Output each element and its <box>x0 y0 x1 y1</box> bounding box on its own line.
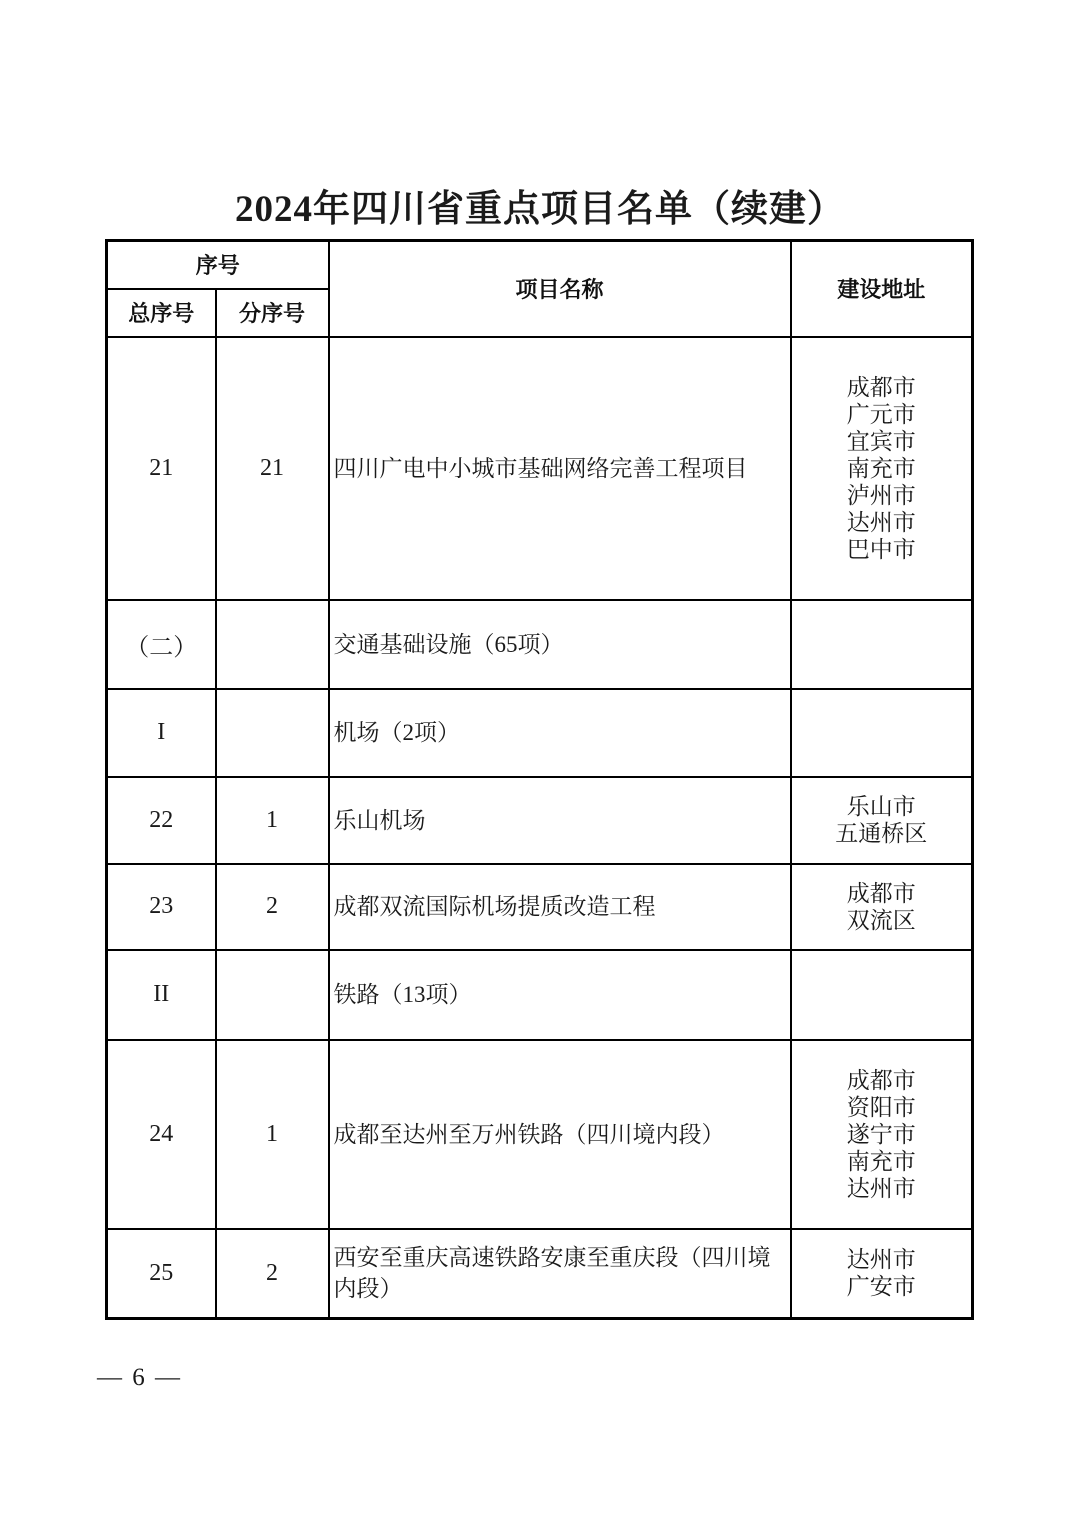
header-project-name: 项目名称 <box>329 241 791 337</box>
cell-project-name: 机场（2项） <box>329 689 791 777</box>
address-line: 达州市 <box>846 509 916 535</box>
header-serial-group: 序号 <box>107 241 329 289</box>
cell-project-name: 成都至达州至万州铁路（四川境内段） <box>329 1040 791 1229</box>
cell-address <box>791 950 973 1040</box>
address-line: 南充市 <box>846 455 916 481</box>
address-line: 广元市 <box>846 401 916 427</box>
table-body <box>107 337 973 1319</box>
address-line: 宜宾市 <box>846 428 916 454</box>
cell-project-name: 乐山机场 <box>329 777 791 864</box>
cell-overall-serial: 24 <box>107 1040 216 1229</box>
address-line: 达州市 <box>846 1175 916 1201</box>
address-line: 南充市 <box>846 1148 916 1174</box>
cell-sub-serial: 2 <box>216 864 329 950</box>
cell-project-name: 交通基础设施（65项） <box>329 600 791 689</box>
page-title: 2024年四川省重点项目名单（续建） <box>235 189 845 230</box>
cell-project-name: 铁路（13项） <box>329 950 791 1040</box>
cell-address <box>791 337 973 600</box>
cell-sub-serial <box>216 600 329 689</box>
header-overall-serial: 总序号 <box>107 289 216 337</box>
table-row <box>107 600 973 689</box>
address-line: 成都市 <box>846 880 916 906</box>
page-number: — 6 — <box>97 1364 182 1391</box>
cell-overall-serial: I <box>107 689 216 777</box>
cell-sub-serial <box>216 950 329 1040</box>
cell-address <box>791 1229 973 1319</box>
cell-overall-serial: 25 <box>107 1229 216 1319</box>
cell-project-name: 四川广电中小城市基础网络完善工程项目 <box>329 337 791 600</box>
cell-sub-serial: 1 <box>216 1040 329 1229</box>
cell-sub-serial: 2 <box>216 1229 329 1319</box>
cell-address <box>791 1040 973 1229</box>
address-line: 达州市 <box>846 1247 916 1273</box>
address-line: 遂宁市 <box>846 1121 916 1147</box>
cell-address <box>791 864 973 950</box>
table-row <box>107 689 973 777</box>
header-row-top <box>107 241 973 289</box>
table-row <box>107 864 973 950</box>
address-line: 乐山市 <box>846 794 916 819</box>
address-line: 资阳市 <box>846 1094 916 1120</box>
address-line: 双流区 <box>846 907 916 933</box>
cell-project-name: 成都双流国际机场提质改造工程 <box>329 864 791 950</box>
table-row <box>107 950 973 1040</box>
cell-overall-serial: （二） <box>107 600 216 689</box>
address-line: 成都市 <box>846 374 916 400</box>
table-row <box>107 777 973 864</box>
projects-table <box>105 239 974 1320</box>
cell-overall-serial: II <box>107 950 216 1040</box>
table-row <box>107 1040 973 1229</box>
address-line: 五通桥区 <box>835 821 928 846</box>
header-sub-serial: 分序号 <box>216 289 329 337</box>
address-line: 成都市 <box>846 1067 916 1093</box>
table-row <box>107 337 973 600</box>
table-row <box>107 1229 973 1319</box>
cell-address <box>791 600 973 689</box>
cell-sub-serial: 1 <box>216 777 329 864</box>
cell-sub-serial: 21 <box>216 337 329 600</box>
cell-project-name: 西安至重庆高速铁路安康至重庆段（四川境内段） <box>329 1229 791 1319</box>
cell-overall-serial: 22 <box>107 777 216 864</box>
cell-address <box>791 777 973 864</box>
cell-address <box>791 689 973 777</box>
cell-overall-serial: 23 <box>107 864 216 950</box>
cell-overall-serial: 21 <box>107 337 216 600</box>
header-address: 建设地址 <box>791 241 973 337</box>
table-header <box>107 241 973 337</box>
address-line: 广安市 <box>846 1274 916 1300</box>
cell-sub-serial <box>216 689 329 777</box>
address-line: 泸州市 <box>846 482 916 508</box>
address-line: 巴中市 <box>846 536 916 562</box>
